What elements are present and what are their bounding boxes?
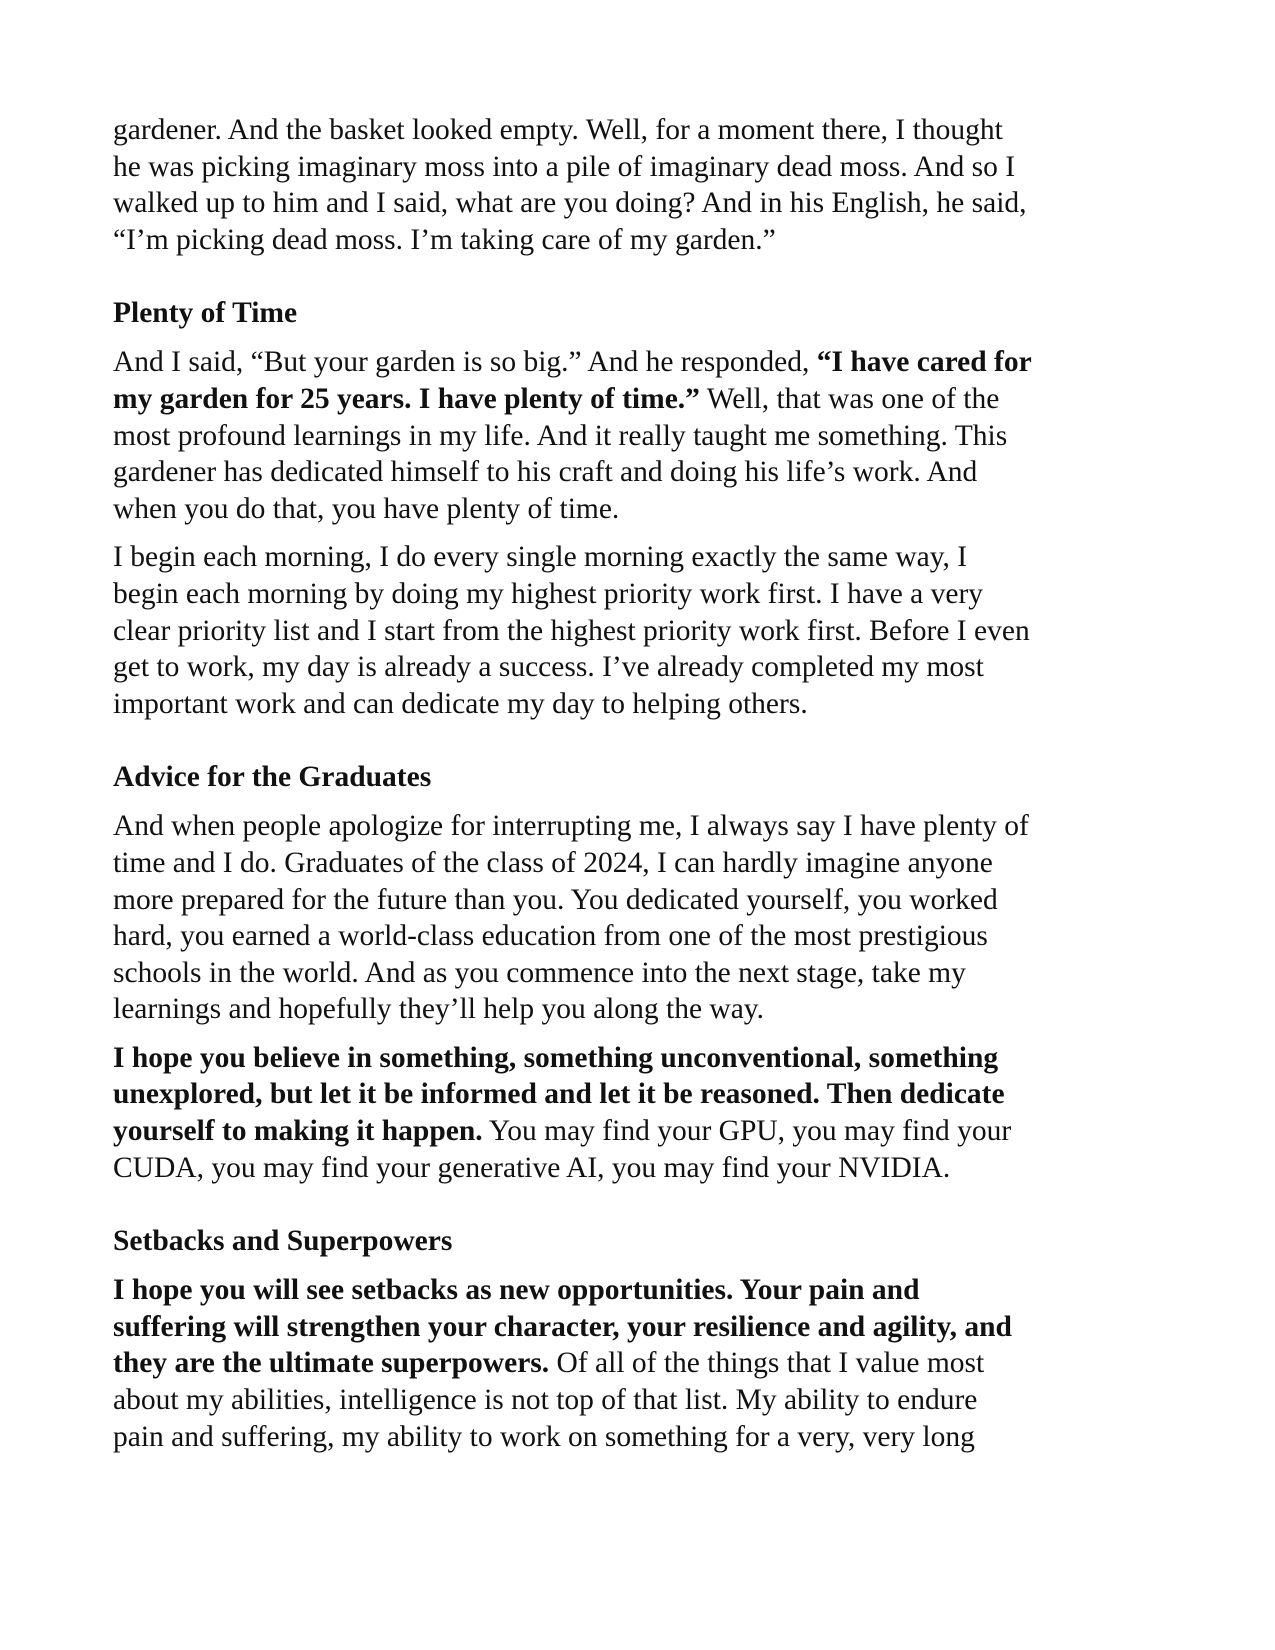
text-line: [113, 1040, 1123, 1077]
text-run: pain and suffering, my ability to work on something for a very, very long: [113, 1420, 975, 1453]
bold-text-run: “I have cared for: [816, 346, 1032, 379]
text-line: [113, 955, 1123, 992]
bold-text-run: I hope you believe in something, something unconventional, something: [113, 1041, 999, 1074]
text-run: gardener has dedicated himself to his craft and doing his life’s work. And: [113, 456, 978, 489]
paragraph-class-of-2024: [113, 808, 1123, 1028]
paragraph-gardener-response: [113, 344, 1123, 527]
document-page: [113, 112, 1123, 1467]
text-run: clear priority list and I start from the highest priority work first. Before I even: [113, 614, 1030, 647]
text-line: [113, 613, 1123, 650]
text-line: [113, 991, 1123, 1028]
text-run: most profound learnings in my life. And it really taught me something. This: [113, 419, 1008, 452]
text-line: [113, 112, 1123, 149]
text-line: [113, 1150, 1123, 1187]
text-run: time and I do. Graduates of the class of 2024, I can hardly imagine anyone: [113, 846, 993, 879]
bold-text-run: my garden for 25 years. I have plenty of time.”: [113, 382, 700, 415]
text-run: “I’m picking dead moss. I’m taking care of my garden.”: [113, 223, 776, 256]
heading-advice-for-graduates: Advice for the Graduates: [113, 761, 432, 794]
text-line: [113, 686, 1123, 723]
text-run: begin each morning by doing my highest priority work first. I have a very: [113, 577, 984, 610]
text-run: important work and can dedicate my day to helping others.: [113, 687, 808, 720]
text-run: Well, that was one of the: [699, 382, 1000, 415]
text-run: I begin each morning, I do every single morning exactly the same way, I: [113, 541, 968, 574]
text-run: schools in the world. And as you commence into the next stage, take my: [113, 956, 966, 989]
paragraph-morning-routine: [113, 539, 1123, 722]
text-line: [113, 344, 1123, 381]
text-line: [113, 185, 1123, 222]
text-run: more prepared for the future than you. You dedicated yourself, you worked: [113, 883, 998, 916]
text-run: about my abilities, intelligence is not top of that list. My ability to endure: [113, 1384, 978, 1417]
text-line: [113, 1272, 1123, 1309]
text-run: when you do that, you have plenty of time.: [113, 492, 620, 525]
text-run: gardener. And the basket looked empty. Well, for a moment there, I thought: [113, 114, 1003, 146]
paragraph-garden-intro: [113, 112, 1123, 258]
text-run: learnings and hopefully they’ll help you along the way.: [113, 993, 765, 1026]
heading-setbacks-and-superpowers: Setbacks and Superpowers: [113, 1225, 453, 1258]
text-run: CUDA, you may find your generative AI, you may find your NVIDIA.: [113, 1151, 951, 1184]
bold-text-run: suffering will strengthen your character, your resilience and agility, and: [113, 1310, 1012, 1343]
text-run: And I said, “But your garden is so big.” And he responded,: [113, 346, 817, 379]
text-line: [113, 381, 1123, 418]
bold-text-run: unexplored, but let it be informed and let it be reasoned. Then dedicate: [113, 1078, 1005, 1111]
text-run: And when people apologize for interrupting me, I always say I have plenty of: [113, 810, 1029, 843]
text-line: [113, 1382, 1123, 1419]
text-line: [113, 491, 1123, 528]
heading-plenty-of-time: Plenty of Time: [113, 297, 298, 330]
paragraph-believe-in-something: [113, 1040, 1123, 1186]
text-line: [113, 1309, 1123, 1346]
text-line: [113, 1419, 1123, 1456]
text-line: [113, 808, 1123, 845]
bold-text-run: yourself to making it happen.: [113, 1115, 483, 1148]
text-line: [113, 576, 1123, 613]
text-line: [113, 1113, 1123, 1150]
text-line: [113, 845, 1123, 882]
text-line: [113, 882, 1123, 919]
text-line: [113, 222, 1123, 259]
text-run: he was picking imaginary moss into a pile of imaginary dead moss. And so I: [113, 150, 1016, 183]
text-line: [113, 539, 1123, 576]
text-run: hard, you earned a world-class education from one of the most prestigious: [113, 920, 988, 953]
text-line: [113, 1076, 1123, 1113]
text-line: [113, 454, 1123, 491]
text-run: walked up to him and I said, what are you doing? And in his English, he said,: [113, 187, 1027, 220]
text-line: [113, 149, 1123, 186]
bold-text-run: they are the ultimate superpowers.: [113, 1347, 550, 1380]
text-run: You may find your GPU, you may find your: [482, 1115, 1012, 1148]
bold-text-run: I hope you will see setbacks as new opportunities. Your pain and: [113, 1274, 920, 1307]
text-line: [113, 918, 1123, 955]
text-line: [113, 1345, 1123, 1382]
text-line: [113, 649, 1123, 686]
text-line: [113, 418, 1123, 455]
text-run: get to work, my day is already a success. I’ve already completed my most: [113, 651, 984, 684]
paragraph-setbacks-opportunities: [113, 1272, 1123, 1455]
text-run: Of all of the things that I value most: [549, 1347, 985, 1380]
